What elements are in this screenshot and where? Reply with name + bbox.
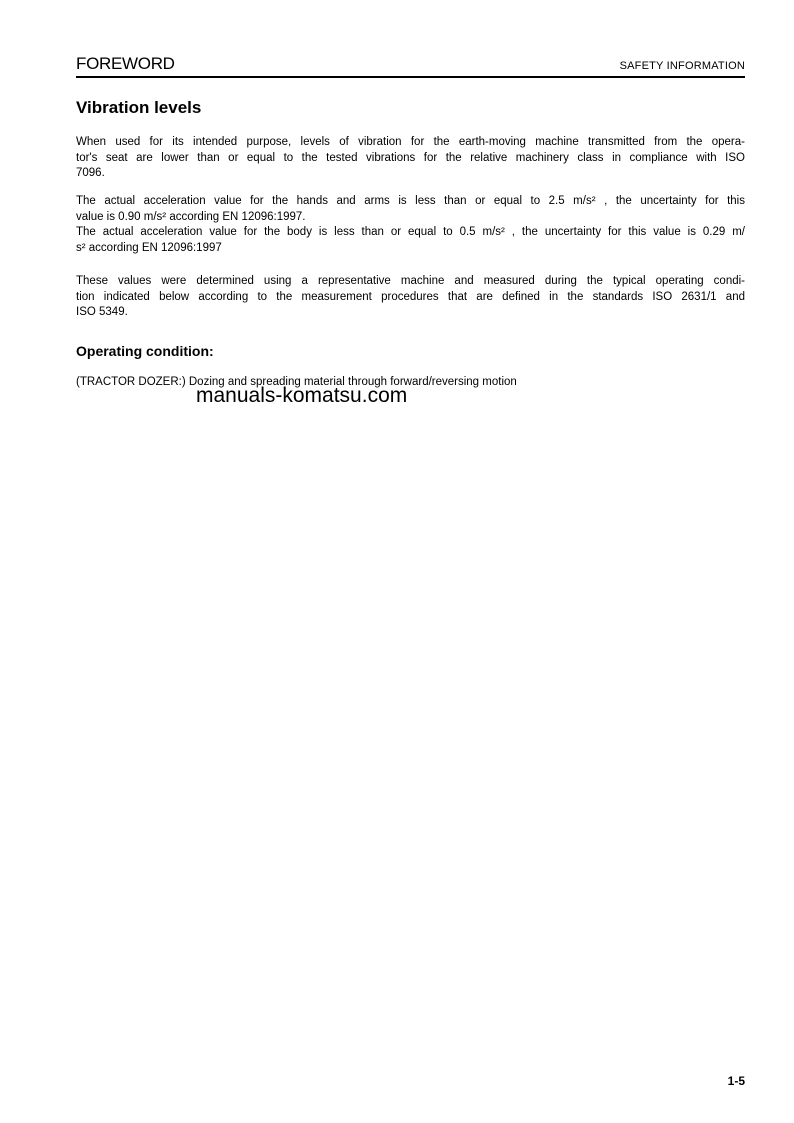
section-label: SAFETY INFORMATION — [619, 60, 745, 72]
paragraph-intro — [76, 135, 745, 182]
page-number: 1-5 — [727, 1074, 745, 1088]
paragraph-line: (TRACTOR DOZER:) Dozing and spreading material through forward/reversing motion — [76, 376, 517, 388]
watermark: manuals-komatsu.com — [196, 384, 408, 407]
paragraph-line: When used for its intended purpose, levels of vibration for the earth-moving machine transmitted from the opera- — [76, 136, 745, 148]
paragraph-line: s² according EN 12096:1997 — [76, 241, 222, 254]
operating-condition-text — [76, 375, 745, 391]
paragraph-line: value is 0.90 m/s² according EN 12096:1997. — [76, 210, 306, 223]
paragraph-line: These values were determined using a representative machine and measured during the typical operating condi- — [76, 275, 745, 287]
paragraph-line: The actual acceleration value for the body is less than or equal to 0.5 m/s² , the uncertainty for this value is 0.29 m/ — [76, 226, 745, 238]
paragraph-acceleration — [76, 194, 745, 256]
paragraph-line: ISO 5349. — [76, 306, 128, 318]
operating-condition-title: Operating condition: — [76, 343, 214, 359]
paragraph-line: tion indicated below according to the measurement procedures that are defined in the standards ISO 2631/1 and — [76, 290, 745, 303]
paragraph-determination — [76, 274, 745, 321]
chapter-title: FOREWORD — [76, 54, 175, 73]
section-title: Vibration levels — [76, 98, 202, 117]
page-header — [76, 54, 745, 78]
paragraph-line: 7096. — [76, 167, 105, 179]
paragraph-line: tor's seat are lower than or equal to the tested vibrations for the relative machinery class in compliance with ISO — [76, 151, 745, 164]
paragraph-line: The actual acceleration value for the hands and arms is less than or equal to 2.5 m/s² , the uncertainty for this — [76, 195, 745, 207]
